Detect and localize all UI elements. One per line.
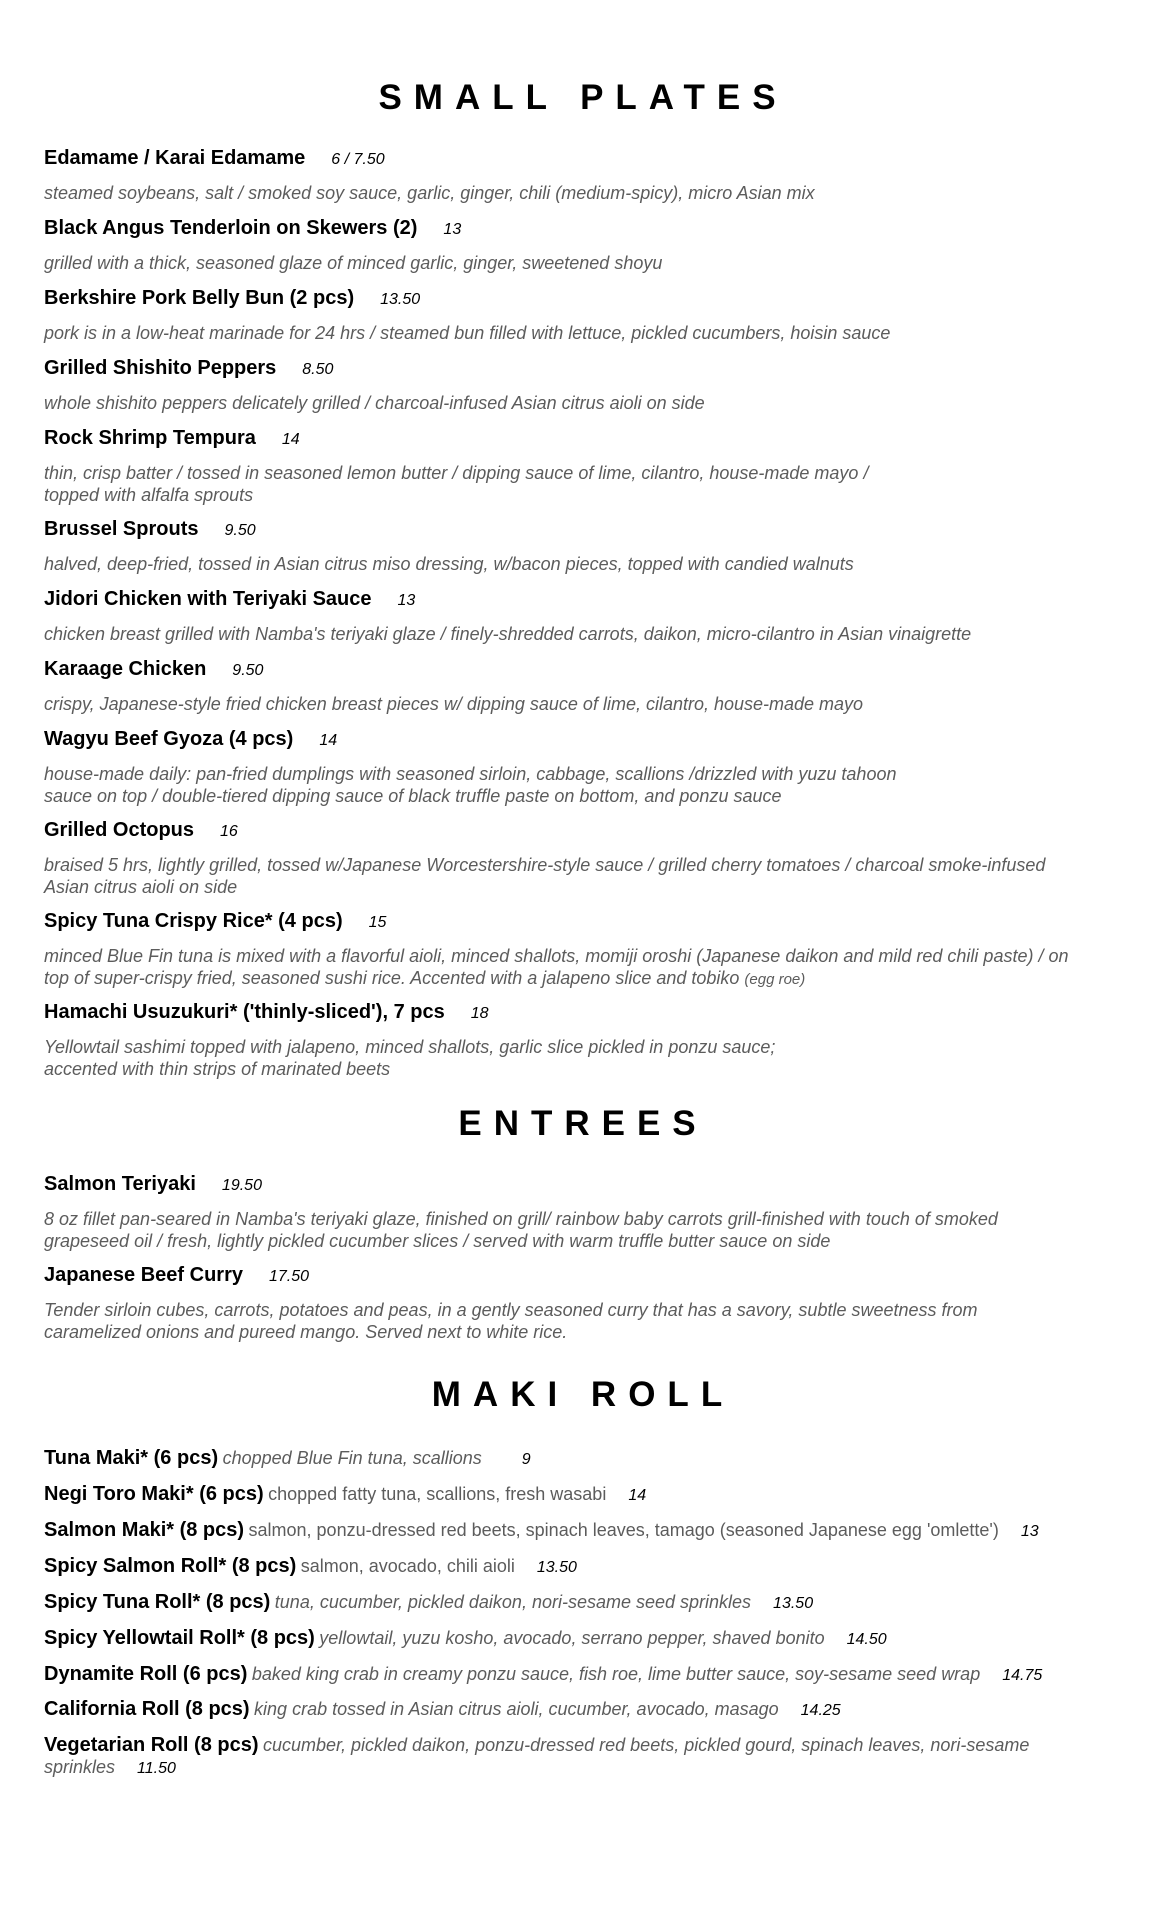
maki-item — [44, 1591, 1144, 1615]
item-name: Rock Shrimp Tempura — [44, 427, 256, 449]
item-price: 9.50 — [224, 522, 256, 539]
menu-item — [44, 1264, 1144, 1287]
item-price: 11.50 — [137, 1760, 176, 1777]
item-description: tuna, cucumber, pickled daikon, nori-sesame seed sprinkles — [274, 1592, 752, 1612]
menu-item — [44, 217, 1144, 240]
item-description: halved, deep-fried, tossed in Asian citrus miso dressing, w/bacon pieces, topped with candied walnuts — [44, 554, 854, 574]
item-name: Edamame / Karai Edamame — [44, 147, 306, 169]
menu-item — [44, 658, 1144, 681]
item-description-line2: topped with alfalfa sprouts — [44, 485, 254, 505]
maki-item — [44, 1627, 1144, 1651]
item-name: Japanese Beef Curry — [44, 1264, 243, 1286]
item-price: 9.50 — [232, 662, 264, 679]
item-description: pork is in a low-heat marinade for 24 hrs / steamed bun filled with lettuce, pickled cucumbers, hoisin sauce — [44, 323, 891, 343]
item-name: Dynamite Roll (6 pcs) — [44, 1663, 248, 1685]
item-description-line2: Asian citrus aioli on side — [44, 877, 238, 897]
item-name: Vegetarian Roll (8 pcs) — [44, 1734, 259, 1756]
item-price: 13.50 — [380, 291, 421, 308]
item-name: Jidori Chicken with Teriyaki Sauce — [44, 588, 372, 610]
item-description: 8 oz fillet pan-seared in Namba's teriyaki glaze, finished on grill/ rainbow baby carrots grill-finished with touch of smoked — [44, 1209, 998, 1229]
item-description-line2: caramelized onions and pureed mango. Served next to white rice. — [44, 1322, 568, 1342]
item-description-line2: accented with thin strips of marinated beets — [44, 1059, 391, 1079]
item-price: 13.50 — [536, 1559, 577, 1576]
item-description: whole shishito peppers delicately grilled / charcoal-infused Asian citrus aioli on side — [44, 393, 705, 413]
maki-item — [44, 1663, 1144, 1687]
section-title-entrees: ENTREES — [458, 1104, 708, 1143]
item-name: California Roll (8 pcs) — [44, 1698, 250, 1720]
item-name: Hamachi Usuzukuri* ('thinly-sliced'), 7 pcs — [44, 1001, 445, 1023]
item-name: Wagyu Beef Gyoza (4 pcs) — [44, 728, 294, 750]
item-description-line2 — [44, 967, 1144, 991]
item-description: braised 5 hrs, lightly grilled, tossed w/Japanese Worcestershire-style sauce / grilled cherry tomatoes / charcoal smoke-infused — [44, 855, 1046, 875]
menu-item — [44, 1173, 1144, 1196]
menu-item — [44, 728, 1144, 751]
item-description: cucumber, pickled daikon, ponzu-dressed red beets, pickled gourd, spinach leaves, nori-sesame — [262, 1735, 1030, 1755]
item-price: 9 — [521, 1451, 531, 1468]
menu-item — [44, 357, 1144, 380]
maki-item — [44, 1698, 1144, 1722]
item-name: Grilled Shishito Peppers — [44, 357, 277, 379]
section-title-maki-roll: MAKI ROLL — [431, 1375, 735, 1414]
menu-item — [44, 147, 1144, 170]
item-name: Karaage Chicken — [44, 658, 207, 680]
item-description: chicken breast grilled with Namba's teriyaki glaze / finely-shredded carrots, daikon, micro-cilantro in Asian vinaigrette — [44, 624, 972, 644]
item-description: salmon, avocado, chili aioli — [300, 1556, 515, 1576]
item-description: yellowtail, yuzu kosho, avocado, serrano pepper, shaved bonito — [319, 1628, 825, 1648]
menu-item — [44, 518, 1144, 541]
item-description: salmon, ponzu-dressed red beets, spinach leaves, tamago (seasoned Japanese egg 'omlette') — [248, 1520, 999, 1540]
item-description: crispy, Japanese-style fried chicken breast pieces w/ dipping sauce of lime, cilantro, house-made mayo — [44, 694, 864, 714]
maki-item — [44, 1447, 1144, 1471]
item-price: 14.75 — [1002, 1667, 1043, 1684]
item-price: 14 — [319, 732, 338, 749]
item-price: 14 — [281, 431, 300, 448]
item-name: Spicy Tuna Crispy Rice* (4 pcs) — [44, 910, 343, 932]
item-price: 14 — [628, 1487, 647, 1504]
item-price: 16 — [220, 823, 238, 840]
item-description-text: top of super-crispy fried, seasoned sushi rice. Accented with a jalapeno slice and tobiko — [44, 968, 740, 988]
maki-item — [44, 1555, 1144, 1579]
item-description: Yellowtail sashimi topped with jalapeno, minced shallots, garlic slice pickled in ponzu sauce; — [44, 1037, 776, 1057]
item-name: Berkshire Pork Belly Bun (2 pcs) — [44, 287, 355, 309]
item-price: 8.50 — [302, 361, 334, 378]
item-name: Spicy Tuna Roll* (8 pcs) — [44, 1591, 271, 1613]
item-description: minced Blue Fin tuna is mixed with a flavorful aioli, minced shallots, momiji oroshi (Japanese daikon and mild red chili paste) / on — [44, 946, 1069, 966]
item-name: Spicy Salmon Roll* (8 pcs) — [44, 1555, 297, 1577]
item-name: Salmon Maki* (8 pcs) — [44, 1519, 245, 1541]
item-price: 13 — [397, 592, 416, 609]
menu-item — [44, 910, 1144, 933]
maki-item — [44, 1519, 1144, 1543]
item-price: 13 — [443, 221, 462, 238]
item-description: chopped Blue Fin tuna, scallions — [222, 1448, 482, 1468]
menu-item — [44, 427, 1144, 450]
item-price: 18 — [470, 1005, 489, 1022]
item-description-line2: sauce on top / double-tiered dipping sauce of black truffle paste on bottom, and ponzu sauce — [44, 786, 782, 806]
item-description: king crab tossed in Asian citrus aioli, cucumber, avocado, masago — [254, 1699, 779, 1719]
item-name: Salmon Teriyaki — [44, 1173, 196, 1195]
item-price: 13.50 — [773, 1595, 814, 1612]
item-description: chopped fatty tuna, scallions, fresh wasabi — [268, 1484, 607, 1504]
menu-item — [44, 588, 1144, 611]
item-price: 14.50 — [846, 1631, 887, 1648]
item-price: 15 — [368, 914, 387, 931]
item-price: 17.50 — [268, 1268, 310, 1285]
item-name: Spicy Yellowtail Roll* (8 pcs) — [44, 1627, 315, 1649]
item-description-line2: sprinkles — [44, 1757, 116, 1777]
item-description: baked king crab in creamy ponzu sauce, fish roe, lime butter sauce, soy-sesame seed wrap — [251, 1664, 981, 1684]
item-name: Grilled Octopus — [44, 819, 195, 841]
item-price: 14.25 — [800, 1702, 841, 1719]
item-description: grilled with a thick, seasoned glaze of minced garlic, ginger, sweetened shoyu — [44, 253, 663, 273]
section-title-small-plates: SMALL PLATES — [378, 78, 788, 117]
item-note: (egg roe) — [744, 971, 806, 988]
item-name: Negi Toro Maki* (6 pcs) — [44, 1483, 264, 1505]
maki-item-line2 — [44, 1756, 1144, 1780]
menu-item — [44, 1001, 1144, 1024]
item-name: Brussel Sprouts — [44, 518, 199, 540]
item-description: steamed soybeans, salt / smoked soy sauce, garlic, ginger, chili (medium-spicy), micro Asian mix — [44, 183, 815, 203]
menu-item — [44, 287, 1144, 310]
item-description-line2: grapeseed oil / fresh, lightly pickled cucumber slices / served with warm truffle butter sauce on side — [44, 1231, 831, 1251]
item-description: Tender sirloin cubes, carrots, potatoes and peas, in a gently seasoned curry that has a savory, subtle sweetness from — [44, 1300, 978, 1320]
item-name: Tuna Maki* (6 pcs) — [44, 1447, 219, 1469]
item-description: thin, crisp batter / tossed in seasoned lemon butter / dipping sauce of lime, cilantro, house-made mayo / — [44, 463, 869, 483]
maki-item — [44, 1734, 1144, 1758]
maki-item — [44, 1483, 1144, 1507]
item-name: Black Angus Tenderloin on Skewers (2) — [44, 217, 418, 239]
menu-item — [44, 819, 1144, 842]
item-price: 19.50 — [221, 1177, 262, 1194]
item-description: house-made daily: pan-fried dumplings with seasoned sirloin, cabbage, scallions /drizzled with yuzu tahoon — [44, 764, 897, 784]
item-price: 13 — [1020, 1523, 1039, 1540]
item-price: 6 / 7.50 — [331, 151, 385, 168]
